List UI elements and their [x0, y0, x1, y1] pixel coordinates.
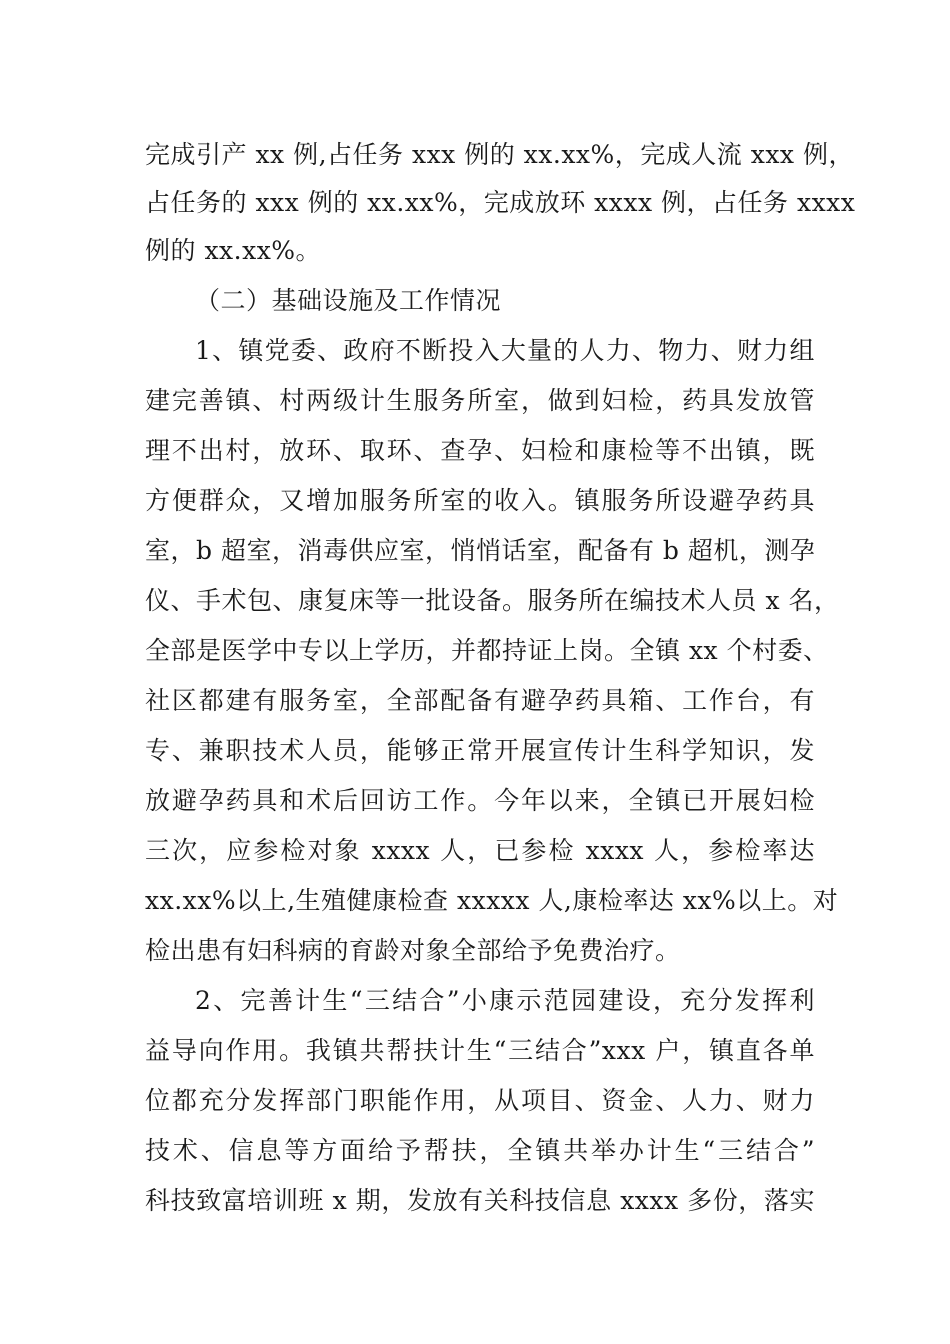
- body-text-line: 建完善镇、村两级计生服务所室，做到妇检，药具发放管: [145, 386, 815, 415]
- body-text-line: 益导向作用。我镇共帮扶计生“三结合”xxx 户，镇直各单: [145, 1036, 815, 1065]
- body-text-line: 占任务的 xxx 例的 xx.xx%，完成放环 xxxx 例，占任务 xxxx: [145, 188, 856, 217]
- body-text-line: 方便群众，又增加服务所室的收入。镇服务所设避孕药具: [145, 486, 815, 515]
- body-text-line: 社区都建有服务室，全部配备有避孕药具箱、工作台，有: [145, 686, 815, 715]
- body-text-line: 2、完善计生“三结合”小康示范园建设，充分发挥利: [195, 986, 815, 1015]
- body-text-line: 放避孕药具和术后回访工作。今年以来，全镇已开展妇检: [145, 786, 815, 815]
- section-heading: （二）基础设施及工作情况: [195, 286, 502, 315]
- body-text-line: 科技致富培训班 x 期，发放有关科技信息 xxxx 多份，落实: [145, 1186, 815, 1215]
- body-text-line: 专、兼职技术人员，能够正常开展宣传计生科学知识，发: [145, 736, 815, 765]
- body-text-line: 1、镇党委、政府不断投入大量的人力、物力、财力组: [195, 336, 815, 365]
- body-text-line: 位都充分发挥部门职能作用，从项目、资金、人力、财力: [145, 1086, 815, 1115]
- body-text-line: 检出患有妇科病的育龄对象全部给予免费治疗。: [145, 936, 681, 965]
- body-text-line: 三次，应参检对象 xxxx 人，已参检 xxxx 人，参检率达: [145, 836, 815, 865]
- body-text-line: 理不出村，放环、取环、查孕、妇检和康检等不出镇，既: [145, 436, 815, 465]
- body-text-line: xx.xx%以上,生殖健康检查 xxxxx 人,康检率达 xx%以上。对: [145, 886, 839, 915]
- body-text-line: 全部是医学中专以上学历，并都持证上岗。全镇 xx 个村委、: [145, 636, 829, 665]
- body-text-line: 例的 xx.xx%。: [145, 236, 322, 265]
- body-text-line: 室，b 超室，消毒供应室，悄悄话室，配备有 b 超机，测孕: [145, 536, 816, 565]
- body-text-line: 完成引产 xx 例,占任务 xxx 例的 xx.xx%，完成人流 xxx 例，: [145, 140, 854, 169]
- body-text-line: 技术、信息等方面给予帮扶，全镇共举办计生“三结合”: [145, 1136, 815, 1165]
- body-text-line: 仪、手术包、康复床等一批设备。服务所在编技术人员 x 名，: [145, 586, 840, 615]
